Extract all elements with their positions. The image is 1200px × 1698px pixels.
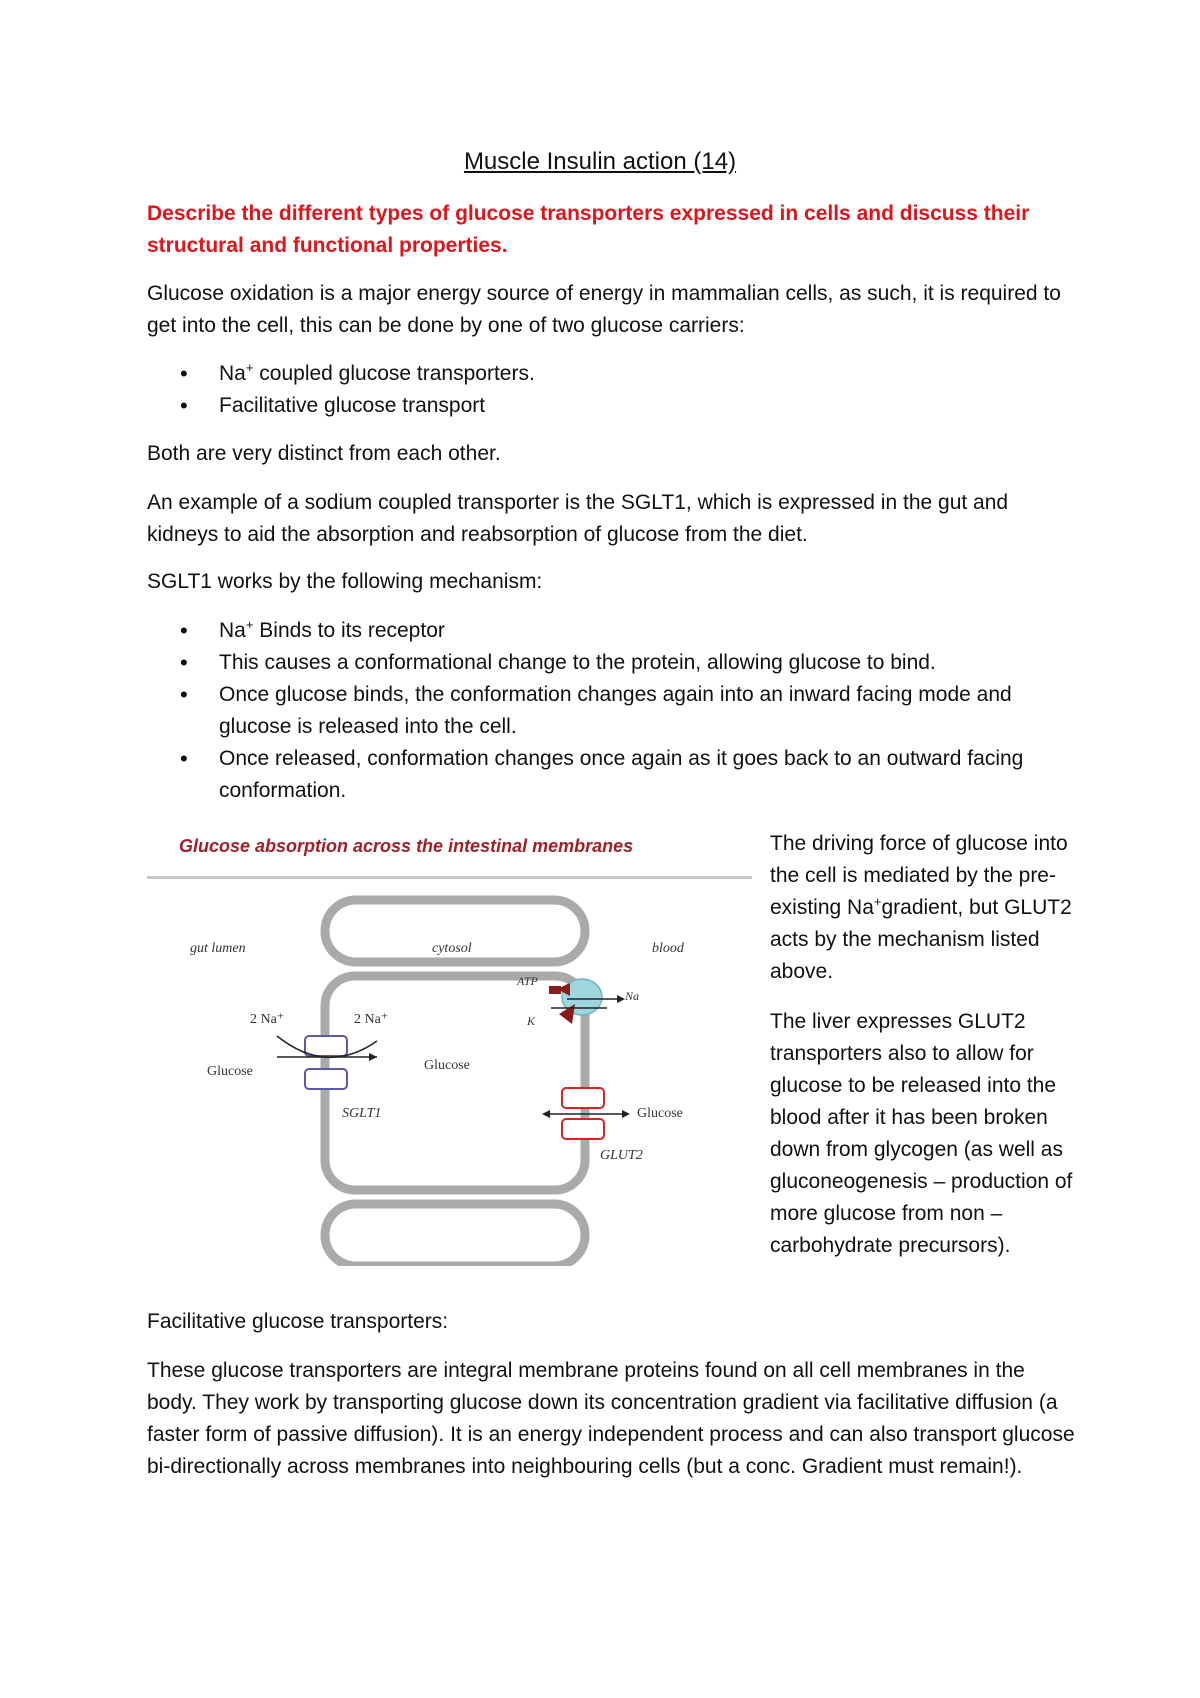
gut-lumen-label: gut lumen [190, 941, 246, 956]
blood-label: blood [652, 941, 684, 956]
intro-paragraph: Glucose oxidation is a major energy source of energy in mammalian cells, as such, it is required to get into the cell, this can be done by one of two glucose carriers: [147, 282, 1061, 337]
figure-title: Glucose absorption across the intestinal membranes [179, 836, 634, 856]
mechanism-heading: SGLT1 works by the following mechanism: [147, 570, 543, 593]
question-prompt: Describe the different types of glucose transporters expressed in cells and discuss their structural and functional properties. [147, 202, 1030, 257]
carrier-list [180, 358, 1080, 422]
list-item: • Once released, conformation changes once again as it goes back to an outward facing conformation. [180, 743, 1080, 807]
page-title: Muscle Insulin action (14) [463, 148, 737, 175]
facilitative-body: These glucose transporters are integral membrane proteins found on all cell membranes in the body. They work by transporting glucose down its concentration gradient via facilitative diffusion (a faster form of passive diffusion). It is an energy independent process and can also transport glucose bi-directionally across membranes into neighbouring cells (but a conc. Gradient must remain!). [147, 1359, 1075, 1478]
sglt1-label: SGLT1 [342, 1106, 382, 1121]
distinct-paragraph: Both are very distinct from each other. [147, 442, 501, 465]
enterocyte-outline [325, 976, 585, 1190]
atp-label: ATP [517, 974, 538, 988]
glucose-cytosol-label: Glucose [424, 1058, 470, 1073]
na-left-label: 2 Na⁺ [250, 1012, 285, 1027]
cytosol-label: cytosol [432, 941, 472, 956]
na-out-arrowhead [617, 995, 625, 1003]
list-item: • Na+ Binds to its receptor [180, 615, 1080, 647]
k-label: K [527, 1014, 536, 1028]
sglt1-upper-subunit [305, 1036, 347, 1056]
facilitative-heading: Facilitative glucose transporters: [147, 1310, 449, 1333]
na-right-label: 2 Na⁺ [354, 1012, 389, 1027]
glucose-absorption-figure [147, 836, 752, 1266]
glucose-blood-label: Glucose [637, 1106, 683, 1121]
liver-glut2-paragraph: The liver expresses GLUT2 transporters also to allow for glucose to be released into the blood after it has been broken down from glycogen (as well as gluconeogenesis – production of more glucose from non – carbohydrate precursors). [770, 1010, 1073, 1257]
glucose-lumen-label: Glucose [207, 1064, 253, 1079]
sglt1-intro-paragraph: An example of a sodium coupled transporter is the SGLT1, which is expressed in the gut and kidneys to aid the absorption and reabsorption of glucose from the diet. [147, 491, 1009, 546]
glut2-right-arrowhead [622, 1110, 630, 1118]
sglt1-lower-subunit [305, 1069, 347, 1089]
driving-force-paragraph: The driving force of glucose into the cell is mediated by the pre-existing Na+gradient, but GLUT2 acts by the mechanism listed above. [770, 832, 1072, 983]
list-item: • Na+ coupled glucose transporters. [180, 358, 1080, 390]
na-pump-label: Na [625, 989, 640, 1003]
glut2-upper-subunit [562, 1088, 604, 1108]
bottom-cell-outline [325, 1204, 585, 1266]
cell-diagram [147, 836, 752, 1266]
sglt1-arrowhead [369, 1053, 377, 1061]
list-item: • Facilitative glucose transport [180, 390, 1080, 422]
list-item: • This causes a conformational change to the protein, allowing glucose to bind. [180, 647, 1080, 679]
atp-bar [549, 986, 561, 994]
list-item: • Once glucose binds, the conformation changes again into an inward facing mode and glucose is released into the cell. [180, 679, 1080, 743]
mechanism-list [180, 615, 1080, 807]
glut2-lower-subunit [562, 1119, 604, 1139]
glut2-label: GLUT2 [600, 1148, 643, 1163]
glut2-left-arrowhead [542, 1110, 550, 1118]
